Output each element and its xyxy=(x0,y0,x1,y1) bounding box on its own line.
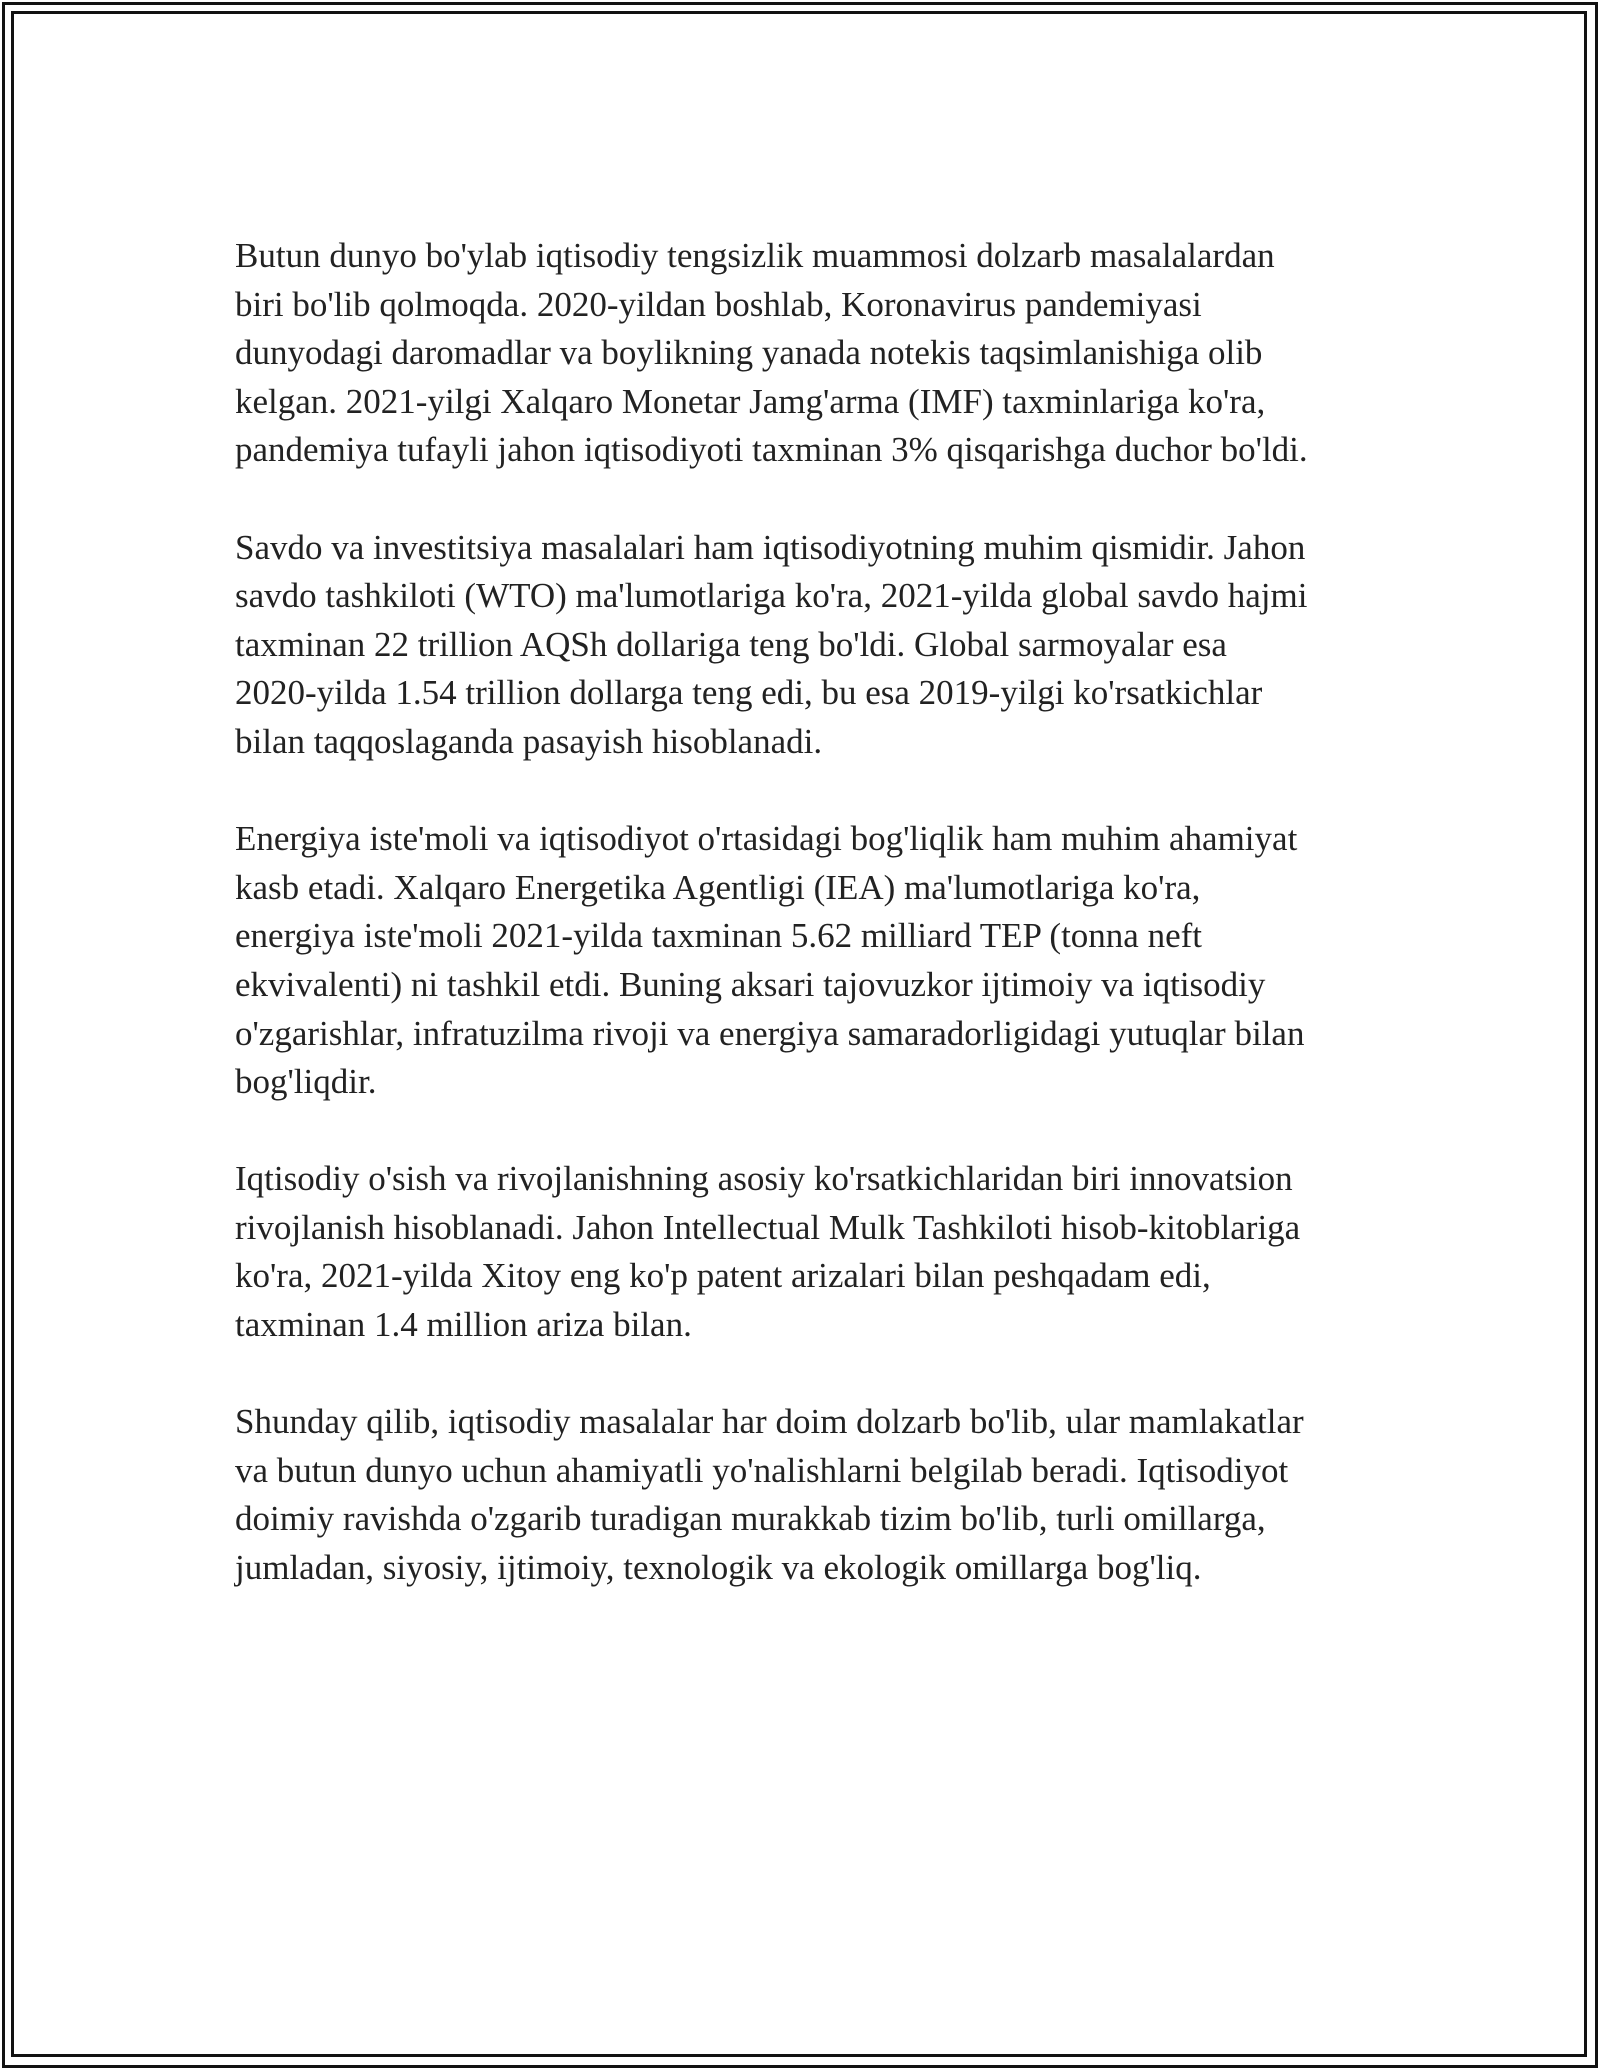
paragraph-energy-consumption xyxy=(235,815,1375,1107)
text-line: dunyodagi daromadlar va boylikning yanada notekis taqsimlanishiga olib xyxy=(235,333,1263,373)
text-line: savdo tashkiloti (WTO) ma'lumotlariga ko'ra, 2021-yilda global savdo hajmi xyxy=(235,576,1308,616)
text-line: Savdo va investitsiya masalalari ham iqtisodiyotning muhim qismidir. Jahon xyxy=(235,527,1306,567)
text-line: bilan taqqoslaganda pasayish hisoblanadi. xyxy=(235,721,823,761)
text-line: Shunday qilib, iqtisodiy masalalar har doim dolzarb bo'lib, ular mamlakatlar xyxy=(235,1402,1304,1442)
text-line: doimiy ravishda o'zgarib turadigan murakkab tizim bo'lib, turli omillarga, xyxy=(235,1499,1266,1539)
text-line: Energiya iste'moli va iqtisodiyot o'rtasidagi bog'liqlik ham muhim ahamiyat xyxy=(235,819,1298,859)
text-line: kasb etadi. Xalqaro Energetika Agentligi (IEA) ma'lumotlariga ko'ra, xyxy=(235,867,1201,907)
document-body xyxy=(235,232,1375,1641)
paragraph-innovation xyxy=(235,1155,1375,1349)
text-line: Butun dunyo bo'ylab iqtisodiy tengsizlik muammosi dolzarb masalalardan xyxy=(235,236,1275,275)
text-line: va butun dunyo uchun ahamiyatli yo'nalishlarni belgilab beradi. Iqtisodiyot xyxy=(235,1450,1289,1490)
text-line: bog'liqdir. xyxy=(235,1062,377,1102)
text-line: o'zgarishlar, infratuzilma rivoji va energiya samaradorligidagi yutuqlar bilan xyxy=(235,1013,1305,1053)
text-line: taxminan 1.4 million ariza bilan. xyxy=(235,1305,692,1345)
paragraph-economic-inequality xyxy=(235,232,1375,475)
text-line: ekvivalenti) ni tashkil etdi. Buning aksari tajovuzkor ijtimoiy va iqtisodiy xyxy=(235,964,1266,1004)
text-line: pandemiya tufayli jahon iqtisodiyoti taxminan 3% qisqarishga duchor bo'ldi. xyxy=(235,430,1308,470)
text-line: kelgan. 2021-yilgi Xalqaro Monetar Jamg'arma (IMF) taxminlariga ko'ra, xyxy=(235,381,1266,421)
text-line: ko'ra, 2021-yilda Xitoy eng ko'p patent arizalari bilan peshqadam edi, xyxy=(235,1256,1211,1296)
paragraph-conclusion xyxy=(235,1398,1375,1592)
text-line: Iqtisodiy o'sish va rivojlanishning asosiy ko'rsatkichlaridan biri innovatsion xyxy=(235,1159,1293,1199)
text-line: jumladan, siyosiy, ijtimoiy, texnologik va ekologik omillarga bog'liq. xyxy=(235,1548,1202,1588)
text-line: biri bo'lib qolmoqda. 2020-yildan boshlab, Koronavirus pandemiyasi xyxy=(235,284,1202,324)
text-line: rivojlanish hisoblanadi. Jahon Intellectual Mulk Tashkiloti hisob-kitoblariga xyxy=(235,1207,1301,1247)
text-line: energiya iste'moli 2021-yilda taxminan 5.62 milliard TEP (tonna neft xyxy=(235,916,1202,956)
text-line: taxminan 22 trillion AQSh dollariga teng bo'ldi. Global sarmoyalar esa xyxy=(235,624,1227,664)
paragraph-trade-investment xyxy=(235,524,1375,767)
text-line: 2020-yilda 1.54 trillion dollarga teng edi, bu esa 2019-yilgi ko'rsatkichlar xyxy=(235,673,1263,713)
